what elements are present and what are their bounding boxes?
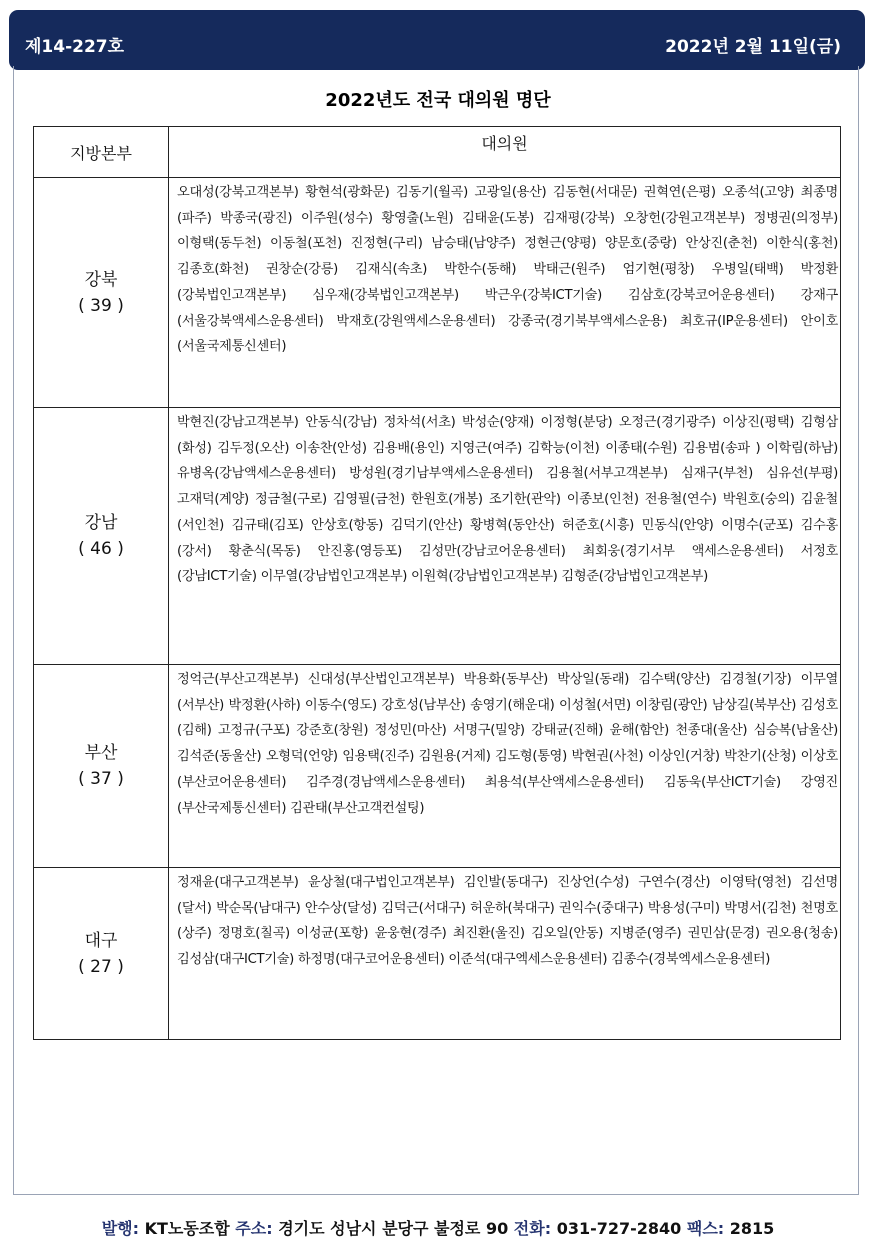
address-label: 주소: [235,1219,273,1238]
table-header-row [34,127,841,178]
table-row [34,178,841,408]
members-cell: 오대성(강북고객본부) 황현석(광화문) 김동기(월곡) 고광일(용산) 김동현(서대문) 권혁연(은평) 오종석(고양) 최종명(파주) 박종국(광진) 이주원(성수) 황영출(노원) 김태윤(도봉) 김재평(강북) 오창헌(강원고객본부) 정병권(의정부) 이형택(동두천) 이동철(포천) 진정현(구리) 남승태(남양주) 정현근(양평) 양문호(중랑) 안상진(춘천) 이한식(홍천) 김종호(화천) 권창순(강릉) 김재식(속초) 박한수(동해) 박태근(원주) 엄기현(평창) 우병일(태백) 박정환(강북법인고객본부) 심우재(강북법인고객본부) 박근우(강북ICT기술) 김삼호(강북코어운용센터) 강재구(서울강북액세스운용센터) 박재호(강원액세스운용센터) 강종국(경기북부액세스운용) 최호규(IP운용센터) 안이호(서울국제통신센터) [169,178,841,408]
region-name: 부산 [84,743,118,763]
fax-label: 팩스: [686,1219,725,1238]
table-row [34,408,841,665]
region-count: ( 46 ) [78,539,124,559]
table-row [34,665,841,868]
header-bar [9,10,865,70]
document-title: 2022년도 전국 대의원 명단 [325,90,551,111]
address: 경기도 성남시 분당구 불정로 90 [278,1219,509,1238]
table-row [34,868,841,1040]
region-cell [34,408,169,665]
members-cell: 박현진(강남고객본부) 안동식(강남) 정차석(서초) 박성순(양재) 이정형(분당) 오정근(경기광주) 이상진(평택) 김형삼(화성) 김두정(오산) 이송찬(안성) 김용배(용인) 지영근(여주) 김학능(이천) 이종태(수원) 김용범(송파 ) 이학림(하남) 유병옥(강남액세스운용센터) 방성원(경기남부액세스운용센터) 김용철(서부고객본부) 심재구(부천) 심유선(부평) 고재덕(계양) 정금철(구로) 김영필(금천) 한원호(개봉) 조기한(관악) 이종보(인천) 전용철(연수) 박원호(숭의) 김윤철(서인천) 김규태(김포) 안상호(항동) 김덕기(안산) 황병혁(동안산) 허준호(시흥) 민동식(안양) 이명수(군포) 김수홍(강서) 황춘식(목동) 안진홍(영등포) 김성만(강남코어운용센터) 최회웅(경기서부 액세스운용센터) 서정호(강남ICT기술) 이무열(강남법인고객본부) 이원혁(강남법인고객본부) 김형준(강남법인고객본부) [169,408,841,665]
column-header-members: 대의원 [169,127,841,178]
footer [0,1216,876,1239]
publisher: KT노동조합 [144,1219,230,1238]
issue-number: 제14-227호 [25,37,125,57]
delegate-table [33,126,841,1040]
region-count: ( 27 ) [78,956,124,977]
region-count: ( 37 ) [78,769,124,789]
issue-date: 2022년 2월 11일(금) [665,37,841,57]
region-name: 강남 [84,513,118,533]
phone-label: 전화: [513,1219,552,1238]
region-cell [34,178,169,408]
members-cell: 정재윤(대구고객본부) 윤상철(대구법인고객본부) 김인발(동대구) 진상언(수성) 구연수(경산) 이영탁(영천) 김선명(달서) 박순목(남대구) 안수상(달성) 김덕근(서대구) 허운하(북대구) 권익수(중대구) 박용성(구미) 박명서(김천) 천명호(상주) 정명호(칠곡) 이성균(포항) 윤웅현(경주) 최진환(울진) 김오일(안동) 지병준(영주) 권민삼(문경) 권오용(청송) 김성삼(대구ICT기술) 하정명(대구코어운용센터) 이준석(대구엑세스운용센터) 김종수(경북엑세스운용센터) [169,868,841,1040]
region-name: 강북 [84,269,118,290]
region-name: 대구 [84,930,118,951]
region-cell [34,868,169,1040]
fax: 2815 [729,1219,775,1238]
members-cell: 정억근(부산고객본부) 신대성(부산법인고객본부) 박용화(동부산) 박상일(동래) 김수택(양산) 김경철(기장) 이무열(서부산) 박정환(사하) 이동수(영도) 강호성(남부산) 송영기(해운대) 이성철(서면) 이창림(광안) 남상길(북부산) 김성호(김해) 고정규(구포) 강준호(창원) 정성민(마산) 서명구(밀양) 강태균(진해) 윤해(함안) 천종대(울산) 심승복(남울산) 김석준(동울산) 오형덕(언양) 임용택(진주) 김원용(거제) 김도형(통영) 박현권(사천) 이상인(거창) 박찬기(산청) 이상호(부산코어운용센터) 김주경(경남액세스운용센터) 최용석(부산액세스운용센터) 김동욱(부산ICT기술) 강영진(부산국제통신센터) 김관태(부산고객컨설팅) [169,665,841,868]
region-count: ( 39 ) [78,295,124,316]
column-header-region: 지방본부 [34,127,169,178]
region-cell [34,665,169,868]
publisher-label: 발행: [101,1219,139,1238]
phone: 031-727-2840 [556,1219,682,1238]
